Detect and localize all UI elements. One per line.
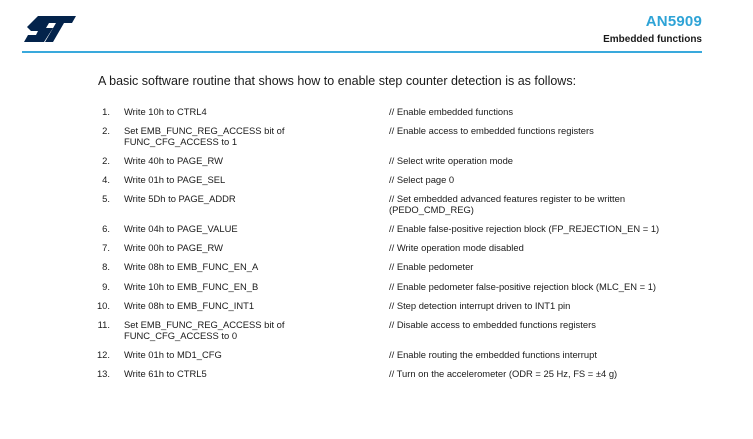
- step-action-line: Write 40h to PAGE_RW: [124, 155, 223, 166]
- step-number: 5.: [102, 193, 110, 204]
- step-number: 7.: [102, 242, 110, 253]
- page-header: [0, 0, 753, 60]
- step-action: [124, 281, 344, 292]
- step-number: 10.: [96, 300, 110, 311]
- step-comment: [389, 223, 689, 234]
- step-comment: [389, 261, 689, 272]
- step-action-line: Write 10h to CTRL4: [124, 106, 207, 117]
- step-comment-line: // Turn on the accelerometer (ODR = 25 Hz, FS = ±4 g): [389, 368, 618, 379]
- step-comment-line: // Write operation mode disabled: [389, 242, 524, 253]
- step-number: 8.: [102, 261, 110, 272]
- step-comment-line: // Disable access to embedded functions registers: [389, 319, 596, 330]
- step-action-line: Write 00h to PAGE_RW: [124, 242, 223, 253]
- step-action-line: Write 01h to MD1_CFG: [124, 349, 222, 360]
- step-comment: [389, 155, 689, 166]
- step-comment: [389, 368, 689, 379]
- step-comment-line: // Step detection interrupt driven to INT1 pin: [389, 300, 571, 311]
- step-comment-line: // Select page 0: [389, 174, 455, 185]
- st-logo-icon: [22, 14, 76, 44]
- step-comment: [389, 125, 689, 136]
- step-number: 1.: [102, 106, 110, 117]
- step-comment: [389, 242, 689, 253]
- step-action-line: FUNC_CFG_ACCESS to 1: [124, 136, 238, 147]
- document-id: AN5909: [645, 13, 702, 30]
- step-action-line: Write 04h to PAGE_VALUE: [124, 223, 238, 234]
- step-action-line: Write 08h to EMB_FUNC_INT1: [124, 300, 255, 311]
- step-action: [124, 155, 344, 166]
- step-comment-line: // Enable false-positive rejection block (FP_REJECTION_EN = 1): [389, 223, 660, 234]
- step-action: [124, 106, 344, 117]
- step-number: 4.: [102, 174, 110, 185]
- step-action: [124, 349, 344, 360]
- step-comment-line: // Enable routing the embedded functions interrupt: [389, 349, 597, 360]
- step-action-line: Write 5Dh to PAGE_ADDR: [124, 193, 236, 204]
- step-number: 11.: [97, 319, 110, 330]
- step-number: 6.: [102, 223, 110, 234]
- intro-paragraph: A basic software routine that shows how to enable step counter detection is as follows:: [98, 74, 577, 88]
- step-number: 2.: [102, 125, 110, 136]
- step-comment-line: // Enable embedded functions: [389, 106, 514, 117]
- step-action-line: Set EMB_FUNC_REG_ACCESS bit of: [124, 125, 285, 136]
- document-subtitle: Embedded functions: [603, 34, 702, 45]
- header-divider: [22, 51, 702, 53]
- step-comment-line: // Enable pedometer false-positive rejection block (MLC_EN = 1): [389, 281, 657, 292]
- step-action: [124, 242, 344, 253]
- step-action: [124, 261, 344, 272]
- step-comment-line: // Enable access to embedded functions registers: [389, 125, 594, 136]
- step-comment: [389, 281, 689, 292]
- step-action: [124, 193, 344, 204]
- step-action-line: FUNC_CFG_ACCESS to 0: [124, 330, 238, 341]
- step-action: [124, 125, 344, 147]
- step-action: [124, 319, 344, 341]
- step-comment-line: // Set embedded advanced features register to be written: [389, 193, 626, 204]
- step-action-line: Write 61h to CTRL5: [124, 368, 207, 379]
- step-number: 2.: [102, 155, 110, 166]
- step-comment: [389, 174, 689, 185]
- step-action: [124, 223, 344, 234]
- step-comment: [389, 319, 689, 330]
- step-action-line: Set EMB_FUNC_REG_ACCESS bit of: [124, 319, 285, 330]
- step-action: [124, 300, 344, 311]
- step-number: 9.: [102, 281, 110, 292]
- step-number: 12.: [96, 349, 110, 360]
- step-comment: [389, 106, 689, 117]
- step-action: [124, 368, 344, 379]
- step-comment: [389, 193, 689, 215]
- step-comment-line: // Select write operation mode: [389, 155, 514, 166]
- step-action-line: Write 10h to EMB_FUNC_EN_B: [124, 281, 259, 292]
- step-comment-line: (PEDO_CMD_REG): [389, 204, 474, 215]
- step-comment-line: // Enable pedometer: [389, 261, 474, 272]
- step-comment: [389, 349, 689, 360]
- step-action-line: Write 01h to PAGE_SEL: [124, 174, 226, 185]
- step-action-line: Write 08h to EMB_FUNC_EN_A: [124, 261, 259, 272]
- step-number: 13.: [96, 368, 110, 379]
- step-comment: [389, 300, 689, 311]
- step-action: [124, 174, 344, 185]
